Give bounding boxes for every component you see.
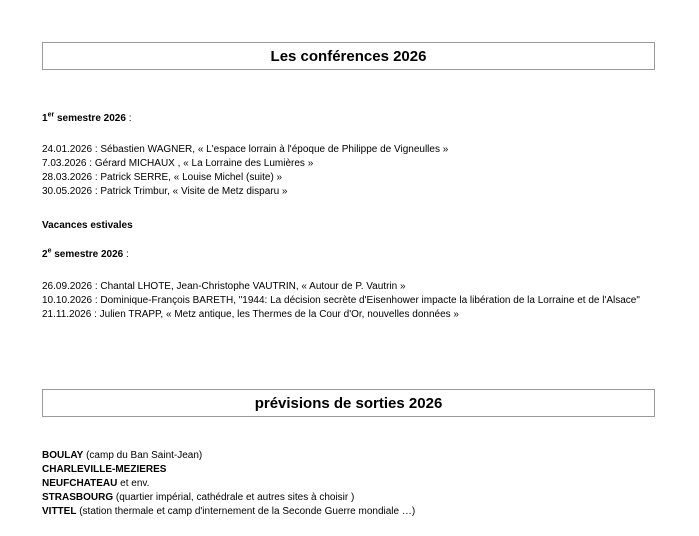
list-item	[42, 505, 642, 519]
outings-title-box	[42, 389, 655, 417]
list-item	[42, 449, 642, 463]
list-item	[42, 477, 642, 491]
list-item: 10.10.2026 : Dominique-François BARETH, "1944: La décision secrète d'Eisenhower impacte la libération de la Lorraine et de l'Alsace"	[42, 295, 640, 306]
outing-detail: (quartier impérial, cathédrale et autres sites à choisir )	[113, 492, 355, 503]
outings-list	[42, 449, 642, 519]
list-item: 21.11.2026 : Julien TRAPP, « Metz antique, les Thermes de la Cour d'Or, nouvelles données »	[42, 309, 459, 320]
list-item: 24.01.2026 : Sébastien WAGNER, « L'espace lorrain à l'époque de Philippe de Vigneulles »	[42, 144, 449, 155]
list-item: 26.09.2026 : Chantal LHOTE, Jean-Christophe VAUTRIN, « Autour de P. Vautrin »	[42, 281, 406, 292]
outing-detail: et env.	[117, 478, 150, 489]
semester1-heading-rest: semestre 2026	[54, 113, 126, 124]
semester2-heading-suffix: :	[123, 249, 129, 260]
conferences-title: Les conférences 2026	[270, 48, 427, 65]
semester1-heading-prefix: 1	[42, 113, 48, 124]
semester1-heading-sup: er	[47, 111, 55, 119]
holidays-label: Vacances estivales	[42, 220, 133, 231]
list-item: 7.03.2026 : Gérard MICHAUX , « La Lorraine des Lumières »	[42, 158, 314, 169]
outing-place: BOULAY	[42, 450, 84, 461]
semester1-heading-suffix: :	[125, 113, 132, 124]
semester2-heading-rest: semestre 2026	[51, 249, 124, 260]
semester2-heading-prefix: 2	[42, 249, 48, 260]
conferences-title-box	[42, 42, 655, 70]
semester1-heading	[42, 112, 642, 126]
semester2-heading-sup: e	[47, 247, 52, 255]
list-item: 30.05.2026 : Patrick Trimbur, « Visite de Metz disparu »	[42, 186, 288, 197]
outing-detail: (station thermale et camp d'internement de la Seconde Guerre mondiale …)	[76, 506, 416, 517]
list-item: 28.03.2026 : Patrick SERRE, « Louise Michel (suite) »	[42, 172, 283, 183]
outing-place: STRASBOURG	[42, 492, 114, 503]
list-item	[42, 463, 642, 477]
semester1-list	[42, 143, 642, 199]
outings-title: prévisions de sorties 2026	[254, 395, 443, 412]
semester2-list	[42, 280, 642, 322]
list-item	[42, 491, 642, 505]
outing-place: CHARLEVILLE-MEZIERES	[42, 464, 167, 475]
outing-place: NEUFCHATEAU	[42, 478, 118, 489]
outing-place: VITTEL	[42, 506, 77, 517]
outing-detail: (camp du Ban Saint-Jean)	[83, 450, 203, 461]
semester2-heading	[42, 248, 642, 262]
